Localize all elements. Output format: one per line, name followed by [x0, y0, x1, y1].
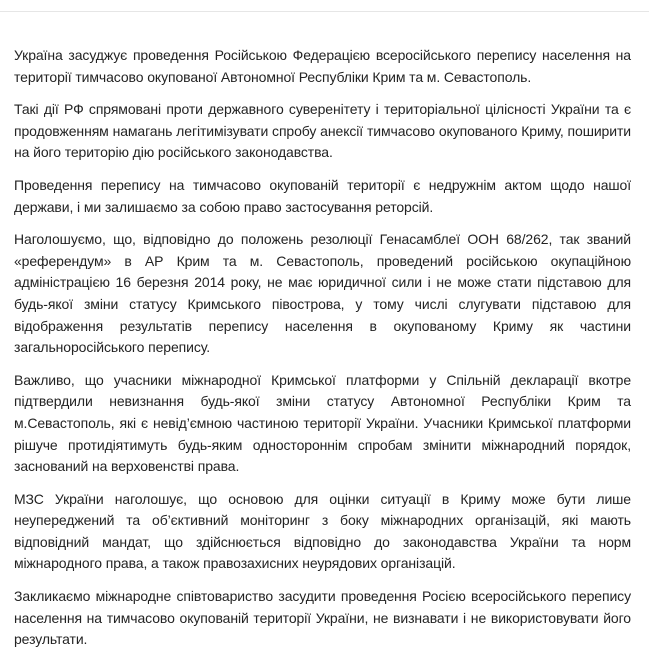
- paragraph-7: Закликаємо міжнародне співтовариство засудити проведення Росією всеросійського перепису населення на тимчасово окупованій території України, не визнавати і не використовувати його результати.: [14, 588, 631, 648]
- paragraph-5: Важливо, що учасники міжнародної Кримської платформи у Спільній декларації вкотре підтвердили невизнання будь-якої зміни статусу Автономної Республіки Крим та м.Севастополь, які є невід’ємною частиною території України. Учасники Кримської платформи рішуче протидіятимуть будь-яким одностороннім спробам змінити міжнародний порядок, заснований на верховенстві права.: [14, 371, 631, 475]
- paragraph-2: Такі дії РФ спрямовані проти державного суверенітету і територіальної цілісності України та є продовженням намагань легітимізувати спробу анексії тимчасово окупованого Криму, поширити на його територію дію російського законодавства.: [14, 101, 631, 161]
- paragraph-6: МЗС України наголошує, що основою для оцінки ситуації в Криму може бути лише неупереджений та об’єктивний моніторинг з боку міжнародних організацій, які мають відповідний мандат, що здійснюється відповідно до законодавства України та норм міжнародного права, а також правозахисних неурядових організацій.: [14, 490, 631, 572]
- top-divider: [0, 11, 649, 12]
- paragraph-1: Україна засуджує проведення Російською Федерацією всеросійського перепису населення на території тимчасово окупованої Автономної Республіки Крим та м. Севастополь.: [14, 47, 631, 85]
- paragraph-4: Наголошуємо, що, відповідно до положень резолюції Генасамблеї ООН 68/262, так званий «референдум» в АР Крим та м. Севастополь, проведений російською окупаційною адміністрацією 16 березня 2014 року, не має юридичної сили і не може стати підставою для будь-якої зміни статусу Кримського півострова, у тому числі слугувати підставою для відображення результатів перепису населення в окупованому Криму як частини загальноросійського перепису.: [14, 231, 631, 356]
- paragraph-3: Проведення перепису на тимчасово окупованій території є недружнім актом щодо нашої держави, і ми залишаємо за собою право застосування реторсій.: [14, 176, 631, 215]
- article-body: [14, 45, 631, 662]
